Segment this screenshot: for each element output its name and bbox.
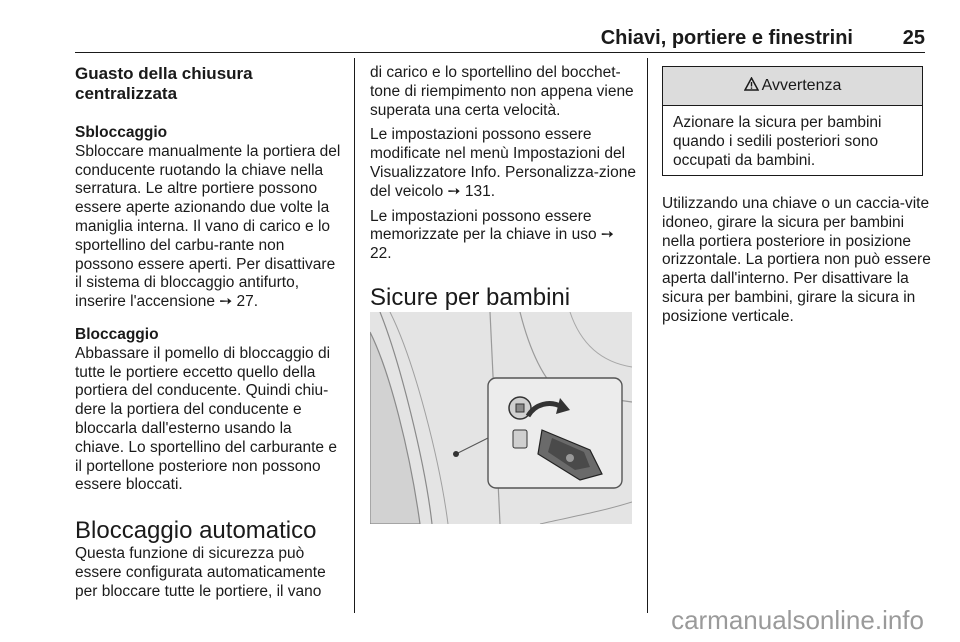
- column-3: [662, 195, 932, 327]
- page-reference-link[interactable]: ➙ 131.: [447, 182, 496, 200]
- page-header: [75, 27, 925, 49]
- column-1: [75, 64, 343, 602]
- header-rule: [75, 52, 925, 53]
- paragraph-unlocking-text: Sbloccare manualmente la portiera del conducente ruotando la chiave nella serratura. Le altre portiere possono essere aperte azionando due volte la maniglia interna. Il vano di carico e lo sportellino del carbu-rante non possono essere aperti. Per disattivare il sistema di bloccaggio antifurto, inserire l'accensione: [75, 142, 341, 311]
- page-reference-link[interactable]: ➙ 22.: [370, 226, 614, 263]
- warning-text: Azionare la sicura per bambini quando i sedili posteriori sono occupati da bambini.: [673, 114, 882, 169]
- warning-header: [663, 67, 922, 106]
- column-divider-1: [354, 58, 355, 613]
- paragraph-memorize: [370, 208, 638, 264]
- paragraph-settings-text: Le impostazioni possono essere modificate nel menù Impostazioni del Visualizzatore Info. Personalizza-zione del veicolo: [370, 126, 636, 200]
- paragraph-continued: di carico e lo sportellino del bocchet-tone di riempimento non appena viene superata una certa velocità.: [370, 64, 634, 119]
- paragraph-memorize-text: Le impostazioni possono essere memorizzate per la chiave in uso: [370, 207, 601, 244]
- warning-box: [662, 66, 923, 176]
- warning-title: Avvertenza: [761, 77, 842, 94]
- subheading-locking: Bloccaggio: [75, 325, 159, 343]
- child-lock-illustration: [370, 312, 632, 524]
- paragraph-locking: Abbassare il pomello di bloccaggio di tutte le portiere eccetto quello della portiera del conducente. Quindi chiu-dere la portiera del conducente e bloccarla dall'esterno usando la chiave. Lo sportellino del carburante e il portellone posteriore non possono essere bloccati.: [75, 344, 337, 494]
- page-reference-link[interactable]: ➙ 27.: [219, 293, 259, 311]
- paragraph-unlocking: [75, 143, 343, 312]
- section-heading-central-locking-failure: Guasto della chiusura centralizzata: [75, 64, 253, 103]
- warning-triangle-icon: [744, 77, 759, 96]
- page-number: 25: [902, 27, 925, 49]
- paragraph-child-lock-instructions: Utilizzando una chiave o un caccia-vite idoneo, girare la sicura per bambini nella portiera posteriore in posizione orizzontale. La portiera non può essere aperta dall'interno. Per disattivare la sicura per bambini, girare la sicura in posizione verticale.: [662, 195, 931, 325]
- door-illustration-svg: [370, 312, 632, 524]
- subheading-unlocking: Sbloccaggio: [75, 124, 168, 141]
- column-divider-2: [647, 58, 648, 613]
- paragraph-settings: [370, 126, 638, 201]
- header-title: Chiavi, portiere e finestrini: [600, 27, 853, 49]
- watermark: carmanualsonline.info: [671, 605, 924, 635]
- paragraph-automatic-locking: Questa funzione di sicurezza può essere configurata automaticamente per bloccare tutte le portiere, il vano: [75, 545, 326, 600]
- section-heading-automatic-locking: Bloccaggio automatico: [75, 517, 317, 545]
- column-2: [370, 64, 638, 312]
- section-heading-child-locks: Sicure per bambini: [370, 283, 571, 311]
